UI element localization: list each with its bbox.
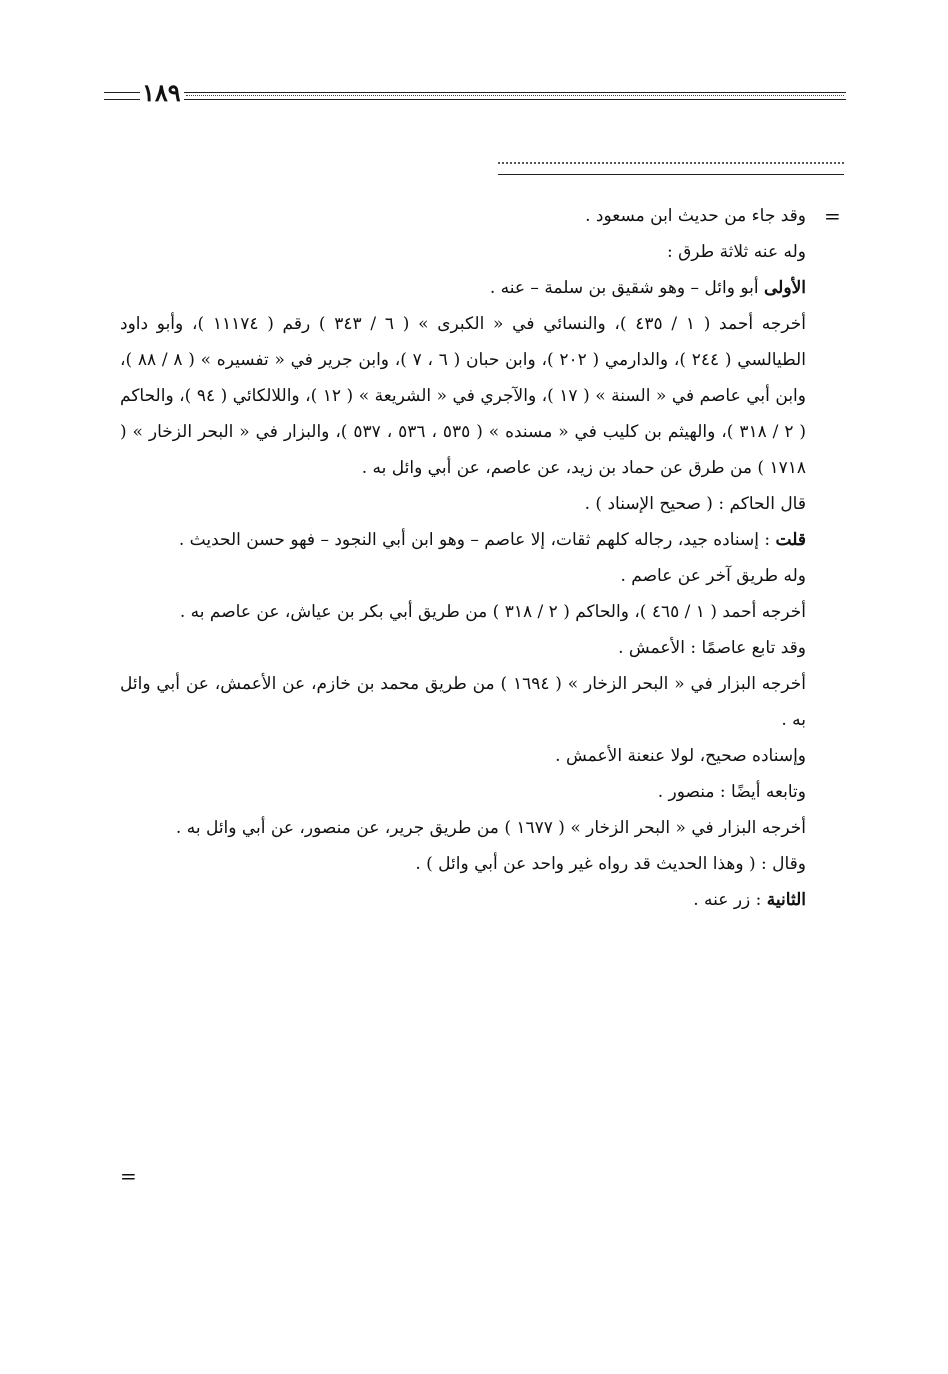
text-line: الثانية : زر عنه . [693,890,806,910]
text-line: قال الحاكم : ( صحيح الإسناد ) . [584,494,806,514]
label-said: قلت [775,530,806,550]
text-line: أخرجه أحمد ( ١ / ٤٦٥ )، والحاكم ( ٢ / ٣١٨ ) من طريق أبي بكر بن عياش، عن عاصم به . [179,602,806,622]
text-line: وله طريق آخر عن عاصم . [620,566,806,586]
footnote-text [120,198,806,918]
text-line: الأولى أبو وائل – وهو شقيق بن سلمة – عنه . [489,278,806,298]
text-line: وإسناده صحيح، لولا عنعنة الأعمش . [555,746,806,766]
text-line: وقد جاء من حديث ابن مسعود . [585,206,806,226]
text-line: وتابعه أيضًا : منصور . [657,782,806,802]
text-line: وقد تابع عاصمًا : الأعمش . [618,638,806,658]
header-dotted-rule [186,95,844,96]
text-line: قلت : إسناده جيد، رجاله كلهم ثقات، إلا عاصم – وهو ابن أبي النجود – فهو حسن الحديث . [178,530,806,550]
label-second: الثانية [766,890,806,910]
label-first: الأولى [764,278,806,298]
continuation-mark-bottom: = [120,1164,137,1188]
text-line: أخرجه البزار في « البحر الزخار » ( ١٦٧٧ ) من طريق جرير، عن منصور، عن أبي وائل به . [175,818,806,838]
footnote-separator [498,160,844,176]
header-rule-right [184,92,846,100]
continuation-mark-top: = [824,204,841,228]
page-number: ١٨٩ [142,78,181,107]
text-line: أخرجه أحمد ( ١ / ٤٣٥ )، والنسائي في « الكبرى » ( ٦ / ٣٤٣ ) رقم ( ١١١٧٤ )، وأبو داود الطيالسي ( ٢٤٤ )، والدارمي ( ٢٠٢ )، وابن حبان ( ٦ ، ٧ )، وابن جرير في « تفسيره » ( ٨ / ٨٨ )، وابن أبي عاصم في « السنة » ( ١٧ )، والآجري في « الشريعة » ( ١٢ )، واللالكائي ( ٩٤ )، والحاكم ( ٢ / ٣١٨ )، والهيثم بن كليب في « مسنده » ( ٥٣٥ ، ٥٣٦ ، ٥٣٧ )، والبزار في « البحر الزخار » ( ١٧١٨ ) من طرق عن حماد بن زيد، عن عاصم، عن أبي وائل به . [120,314,807,478]
text-line: وقال : ( وهذا الحديث قد رواه غير واحد عن أبي وائل ) . [415,854,806,874]
header-rule-left [104,92,140,100]
text-line: وله عنه ثلاثة طرق : [666,242,806,262]
text-line: أخرجه البزار في « البحر الزخار » ( ١٦٩٤ ) من طريق محمد بن خازم، عن الأعمش، عن أبي وائل به . [120,674,806,730]
running-header [104,78,846,108]
